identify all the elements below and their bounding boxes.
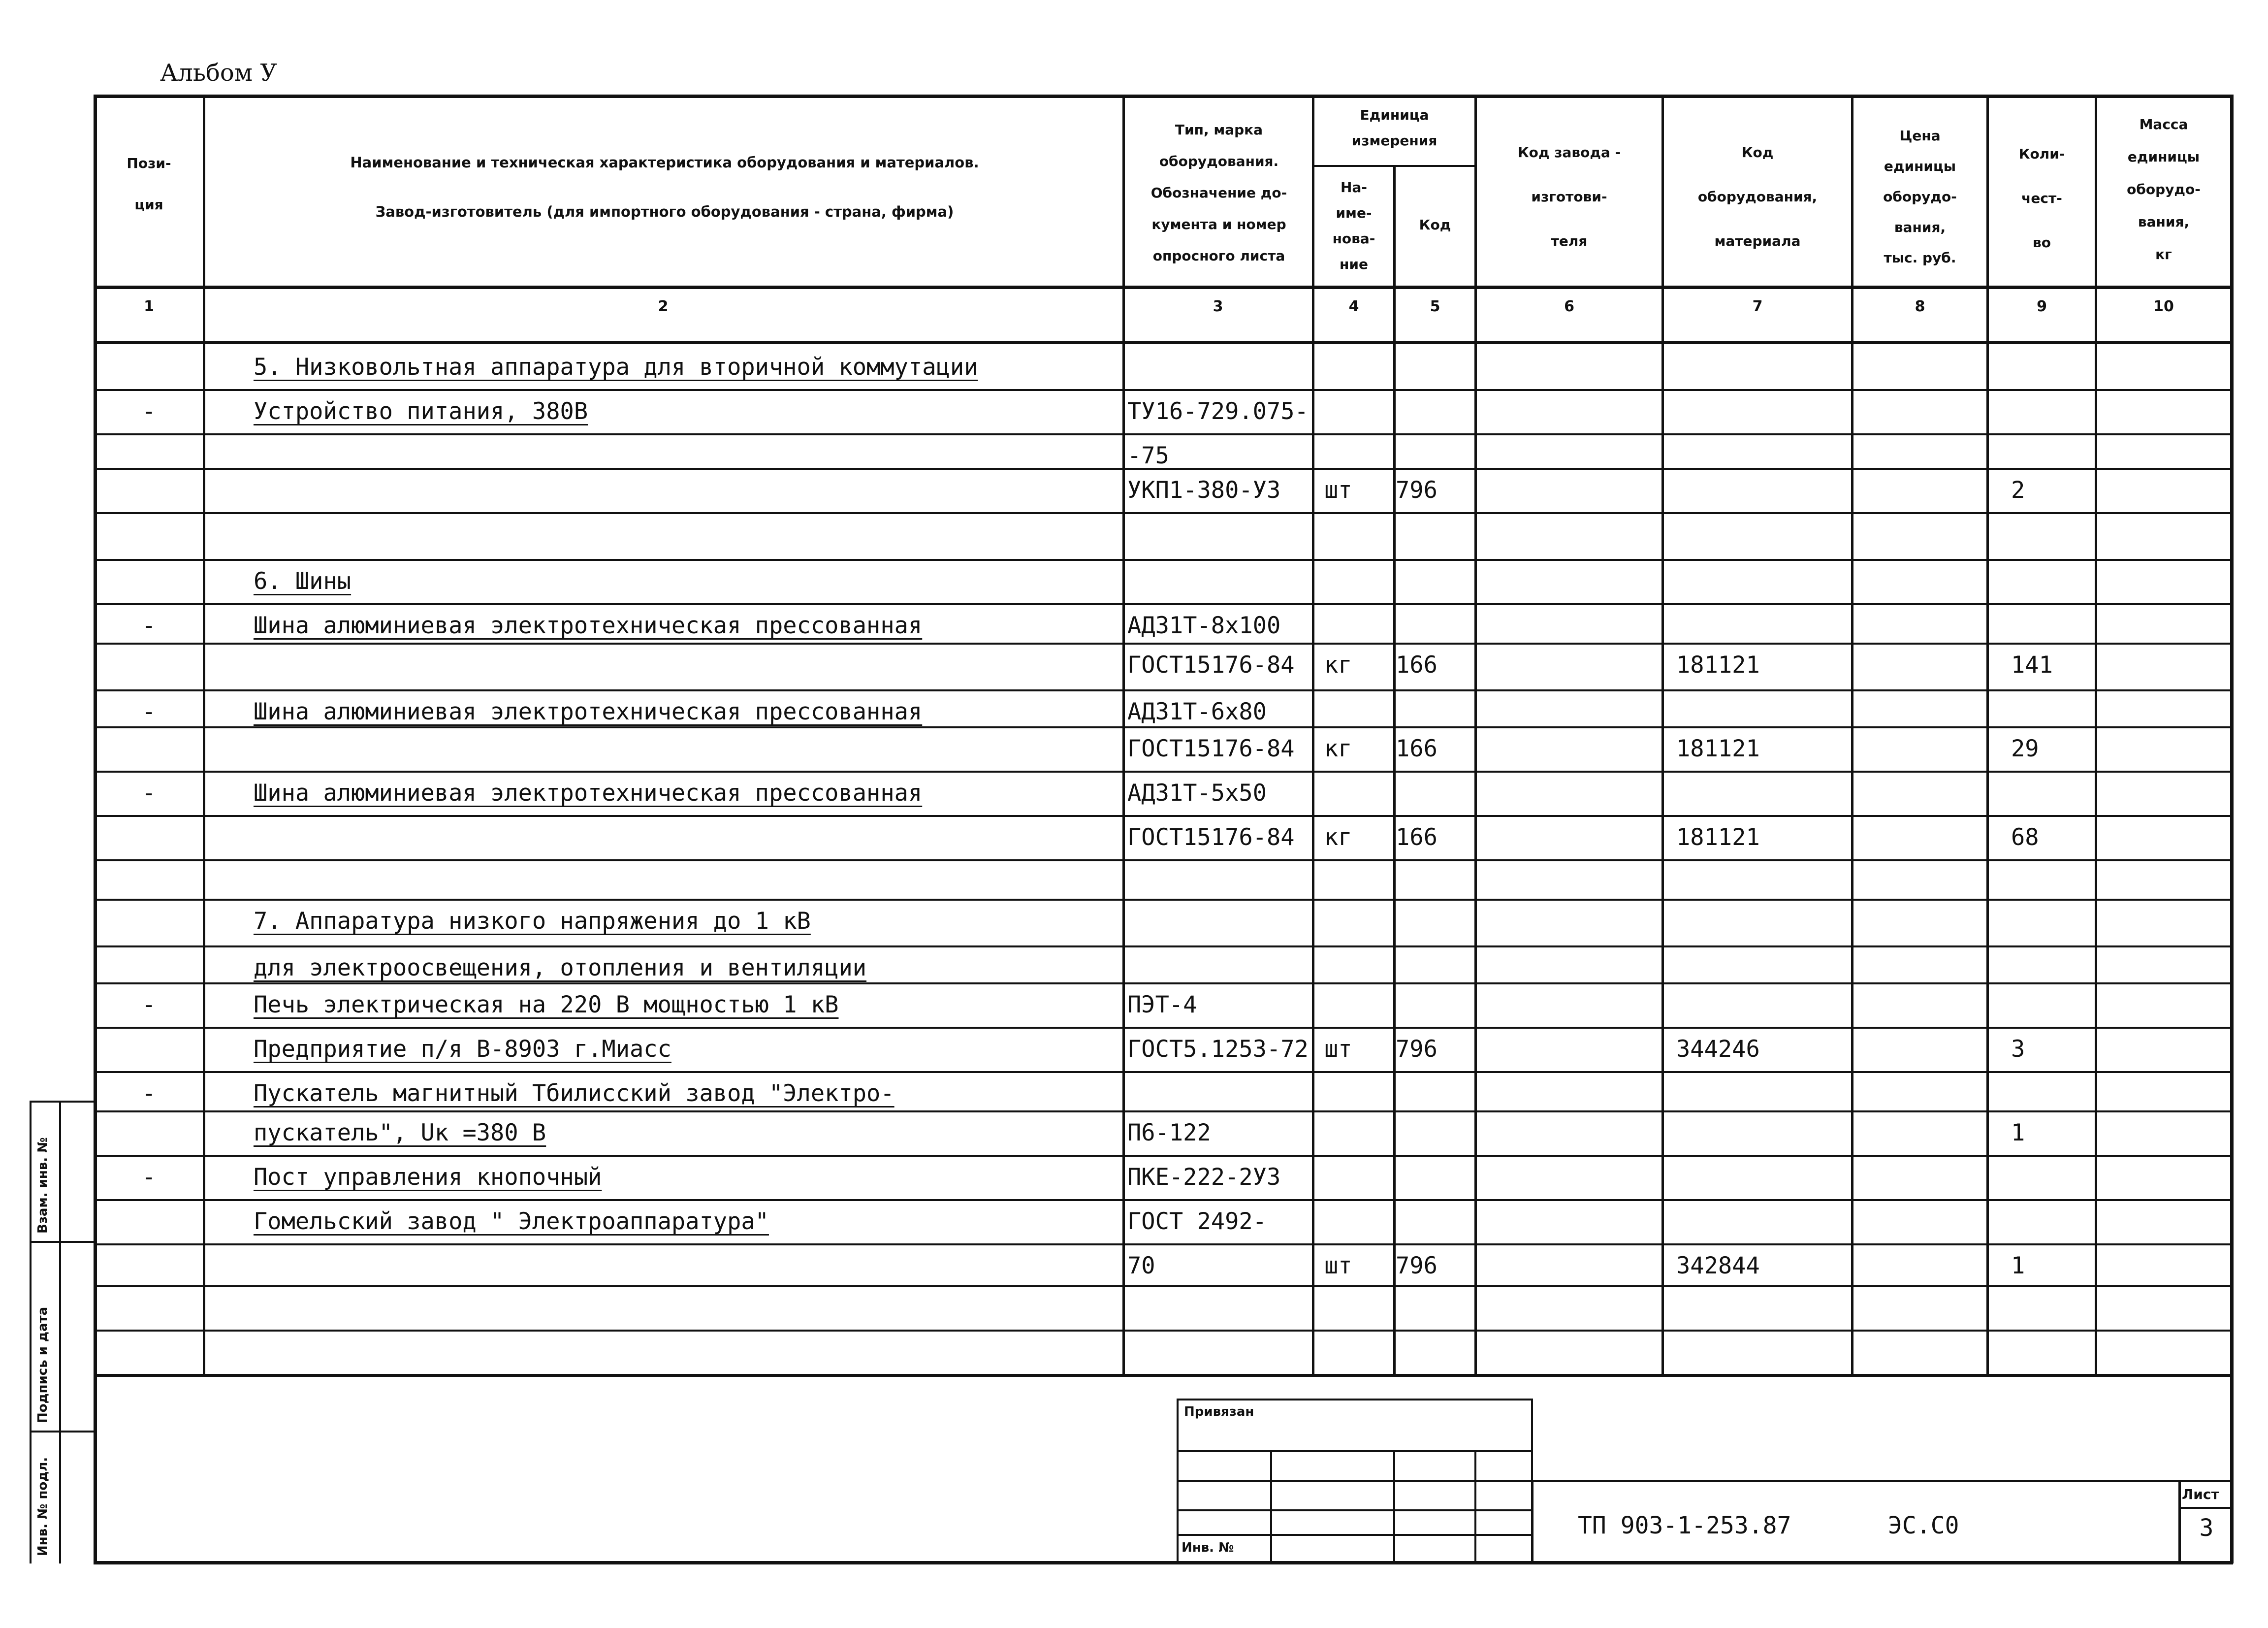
- position-cell: -: [142, 780, 156, 807]
- unit-name-cell: кг: [1324, 651, 1352, 679]
- album-label: Альбом У: [160, 59, 278, 87]
- unit-code-cell: 166: [1396, 651, 1437, 679]
- name-cell: Печь электрическая на 220 В мощностью 1 кВ: [254, 991, 839, 1018]
- unit-code-cell: 796: [1396, 477, 1437, 504]
- header-factory-code: Код завода - изготови- теля: [1517, 144, 1621, 249]
- column-number: 6: [1564, 298, 1574, 315]
- type-cell: ГОСТ5.1253-72: [1127, 1036, 1309, 1063]
- row-separator: [94, 1243, 2233, 1245]
- unit-name-cell: шт: [1324, 1252, 1352, 1279]
- name-cell: Пост управления кнопочный: [254, 1164, 602, 1191]
- header-unit-name: На- име- нова- ние: [1332, 179, 1375, 272]
- column-number: 4: [1348, 298, 1359, 315]
- quantity-cell: 141: [2011, 651, 2053, 679]
- name-cell: пускатель", Uк =380 В: [254, 1119, 546, 1146]
- name-cell: Шина алюминиевая электротехническая прессованная: [254, 780, 923, 807]
- row-separator: [94, 1285, 2233, 1287]
- position-cell: -: [142, 1164, 156, 1191]
- header-price: Цена единицы оборудо- вания, тыс. руб.: [1883, 128, 1957, 266]
- unit-name-cell: шт: [1324, 477, 1352, 504]
- equipment-code-cell: 344246: [1676, 1036, 1760, 1063]
- position-cell: -: [142, 398, 156, 425]
- row-separator: [94, 643, 2233, 645]
- name-cell: Шина алюминиевая электротехническая прессованная: [254, 612, 923, 639]
- equipment-code-cell: 181121: [1676, 651, 1760, 679]
- row-separator: [94, 859, 2233, 861]
- type-cell: ГОСТ 2492-: [1127, 1208, 1267, 1235]
- row-separator: [94, 982, 2233, 984]
- name-cell: Гомельский завод " Электроаппаратура": [254, 1208, 769, 1235]
- type-cell: -75: [1127, 442, 1169, 469]
- row-separator: [94, 1071, 2233, 1073]
- column-number: 3: [1213, 298, 1223, 315]
- unit-code-cell: 166: [1396, 824, 1437, 851]
- inventory-number-label: Инв. №: [1182, 1540, 1234, 1555]
- name-cell: 5. Низковольтная аппаратура для вторичной коммутации: [254, 354, 978, 381]
- row-separator: [94, 1027, 2233, 1029]
- column-number: 10: [2153, 298, 2174, 315]
- position-cell: -: [142, 612, 156, 639]
- column-number: 7: [1752, 298, 1763, 315]
- type-cell: ГОСТ15176-84: [1127, 651, 1295, 679]
- type-cell: П6-122: [1127, 1119, 1211, 1146]
- unit-name-cell: кг: [1324, 735, 1352, 762]
- type-cell: АД31Т-5х50: [1127, 780, 1267, 807]
- type-cell: ГОСТ15176-84: [1127, 824, 1295, 851]
- unit-name-cell: кг: [1324, 824, 1352, 851]
- row-separator: [94, 1110, 2233, 1112]
- row-separator: [94, 512, 2233, 514]
- row-separator: [94, 559, 2233, 561]
- quantity-cell: 29: [2011, 735, 2039, 762]
- equipment-code-cell: 181121: [1676, 824, 1760, 851]
- column-number: 9: [2037, 298, 2047, 315]
- row-separator: [94, 433, 2233, 435]
- position-cell: -: [142, 991, 156, 1018]
- column-number: 8: [1915, 298, 1925, 315]
- row-separator: [94, 945, 2233, 947]
- name-cell: для электроосвещения, отопления и вентиляции: [254, 954, 867, 981]
- sheet-label: Лист: [2182, 1486, 2219, 1502]
- side-label-replace: Взам. инв. №: [35, 1137, 50, 1234]
- name-cell: 6. Шины: [254, 568, 351, 595]
- document-section: ЭС.С0: [1888, 1512, 1959, 1539]
- unit-name-cell: шт: [1324, 1036, 1352, 1063]
- row-separator: [94, 1155, 2233, 1157]
- type-cell: ПКЕ-222-2У3: [1127, 1164, 1281, 1191]
- row-separator: [94, 689, 2233, 691]
- quantity-cell: 2: [2011, 477, 2025, 504]
- unit-code-cell: 166: [1396, 735, 1437, 762]
- name-cell: Устройство питания, 380В: [254, 398, 588, 425]
- column-number: 2: [658, 298, 669, 315]
- type-cell: АД31Т-8х100: [1127, 612, 1281, 639]
- row-separator: [94, 1199, 2233, 1201]
- position-cell: -: [142, 698, 156, 725]
- column-number: 5: [1430, 298, 1440, 315]
- quantity-cell: 68: [2011, 824, 2039, 851]
- sheet-number: 3: [2199, 1514, 2214, 1542]
- header-unit-group: Единица измерения: [1351, 107, 1437, 149]
- header-quantity: Коли- чест- во: [2018, 146, 2065, 251]
- side-label-inventory: Инв. № подл.: [35, 1457, 50, 1556]
- name-cell: Предприятие п/я В-8903 г.Миасс: [254, 1036, 671, 1063]
- type-cell: ПЭТ-4: [1127, 991, 1197, 1018]
- header-name: Наименование и техническая характеристика оборудования и материалов. Завод-изготовитель (для импортного оборудования - страна, фирма): [350, 154, 979, 220]
- header-type: Тип, марка оборудования. Обозначение до- кумента и номер опросного листа: [1150, 122, 1287, 264]
- header-position: Пози- ция: [127, 155, 171, 213]
- equipment-code-cell: 181121: [1676, 735, 1760, 762]
- name-cell: Пускатель магнитный Тбилисский завод "Электро-: [254, 1080, 894, 1107]
- row-separator: [94, 389, 2233, 391]
- row-separator: [94, 726, 2233, 728]
- privyazan-label: Привязан: [1184, 1404, 1254, 1419]
- row-separator: [94, 603, 2233, 605]
- type-cell: ГОСТ15176-84: [1127, 735, 1295, 762]
- quantity-cell: 3: [2011, 1036, 2025, 1063]
- side-label-signature: Подпись и дата: [35, 1306, 50, 1423]
- quantity-cell: 1: [2011, 1252, 2025, 1279]
- row-separator: [94, 899, 2233, 901]
- unit-code-cell: 796: [1396, 1252, 1437, 1279]
- document-code: ТП 903-1-253.87: [1578, 1512, 1791, 1539]
- equipment-code-cell: 342844: [1676, 1252, 1760, 1279]
- header-mass: Масса единицы оборудо- вания, кг: [2127, 116, 2201, 262]
- header-equipment-code: Код оборудования, материала: [1697, 144, 1818, 249]
- row-separator: [94, 815, 2233, 817]
- type-cell: АД31Т-6х80: [1127, 698, 1267, 725]
- header-unit-code: Код: [1419, 217, 1451, 233]
- column-number: 1: [144, 298, 154, 315]
- quantity-cell: 1: [2011, 1119, 2025, 1146]
- position-cell: -: [142, 1080, 156, 1107]
- name-cell: Шина алюминиевая электротехническая прессованная: [254, 698, 923, 725]
- type-cell: УКП1-380-У3: [1127, 477, 1281, 504]
- type-cell: ТУ16-729.075-: [1127, 398, 1309, 425]
- name-cell: 7. Аппаратура низкого напряжения до 1 кВ: [254, 908, 811, 935]
- type-cell: 70: [1127, 1252, 1155, 1279]
- row-separator: [94, 771, 2233, 773]
- unit-code-cell: 796: [1396, 1036, 1437, 1063]
- row-separator: [94, 1330, 2233, 1332]
